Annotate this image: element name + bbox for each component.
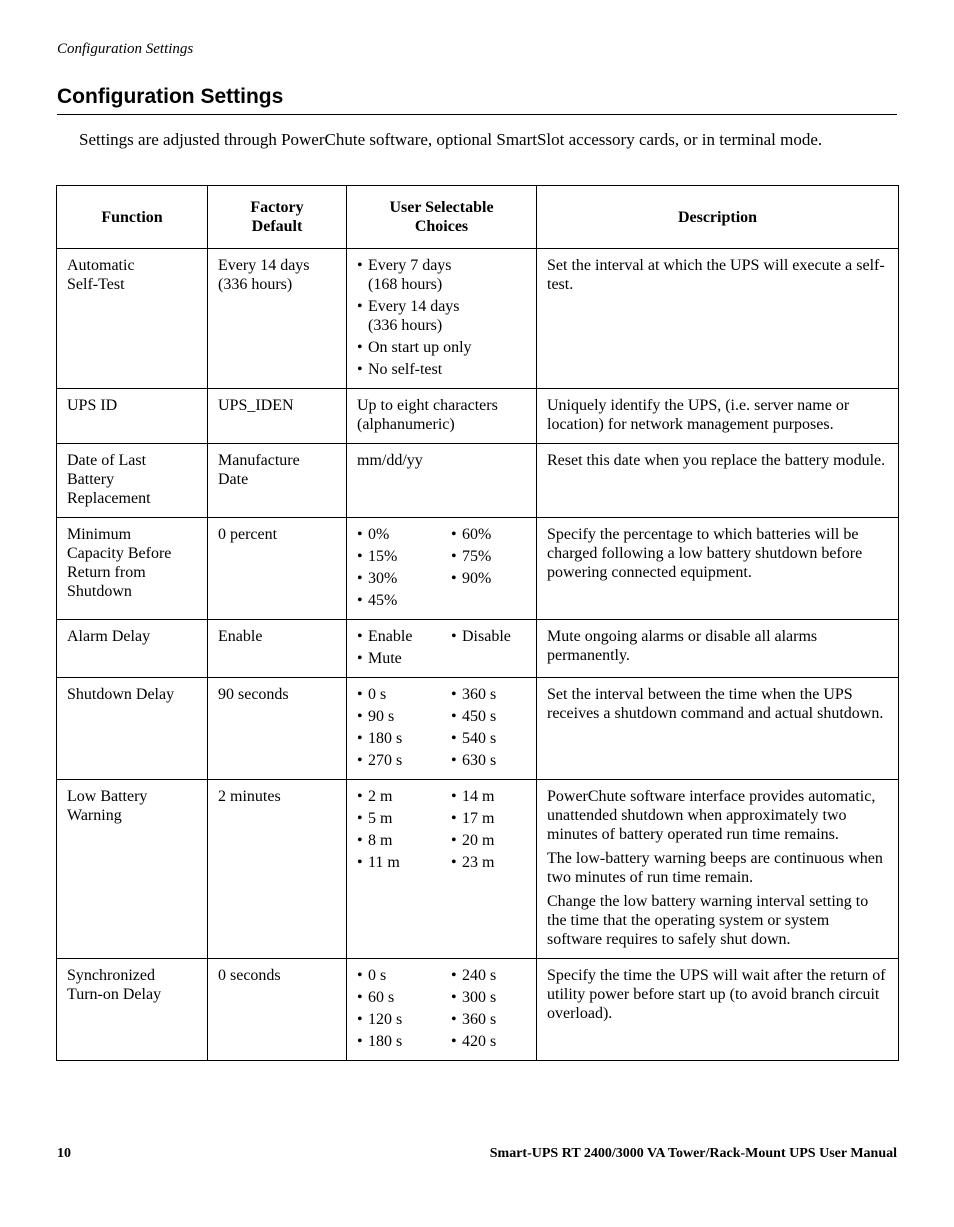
bullet-icon: •: [357, 298, 363, 315]
table-body: [57, 249, 899, 1061]
choice-label: 8 m: [368, 832, 393, 849]
choice-label: Disable: [462, 628, 511, 645]
choice-label: 450 s: [462, 708, 497, 725]
choice-item: [357, 831, 451, 850]
choice-label: On start up only: [368, 339, 472, 356]
choice-item: [357, 297, 526, 335]
factory-default-cell: [208, 959, 347, 1061]
function-cell: [57, 249, 208, 389]
running-header: Configuration Settings: [57, 41, 194, 57]
choice-label: 20 m: [462, 832, 495, 849]
function-cell: [57, 678, 208, 780]
choices-cell: [347, 780, 537, 959]
description-paragraph: Set the interval at which the UPS will execute a self-test.: [547, 257, 885, 293]
factory-default-value: 0 seconds: [218, 967, 281, 984]
factory-default-cell: [208, 518, 347, 620]
bullet-icon: •: [451, 788, 457, 805]
choice-label: 180 s: [368, 1033, 403, 1050]
bullet-icon: •: [357, 257, 363, 274]
column-header-function: Function: [57, 186, 208, 249]
bullet-icon: •: [357, 788, 363, 805]
description-paragraph: Specify the percentage to which batteries will be charged following a low battery shutdown before powering connected equipment.: [547, 526, 863, 581]
choice-item: [451, 787, 526, 806]
factory-default-cell: [208, 249, 347, 389]
choice-item: [357, 525, 451, 544]
choice-label: 30%: [368, 570, 398, 587]
choice-label: 420 s: [462, 1033, 497, 1050]
choices-cell: [347, 389, 537, 444]
choice-item: [357, 853, 451, 872]
choice-label: Mute: [368, 650, 402, 667]
bullet-icon: •: [357, 832, 363, 849]
choice-item: [451, 525, 526, 544]
bullet-icon: •: [357, 592, 363, 609]
bullet-icon: •: [451, 810, 457, 827]
table-row: [57, 780, 899, 959]
choice-item: [357, 649, 451, 668]
choice-label: 23 m: [462, 854, 495, 871]
choice-item: [357, 547, 451, 566]
intro-paragraph: Settings are adjusted through PowerChute software, optional SmartSlot accessory cards, or in terminal mode.: [79, 130, 823, 149]
description-paragraph: Mute ongoing alarms or disable all alarms permanently.: [547, 628, 818, 664]
bullet-icon: •: [357, 650, 363, 667]
function-name: Shutdown Delay: [67, 686, 175, 703]
choice-label: 2 m: [368, 788, 393, 805]
bullet-icon: •: [451, 708, 457, 725]
choice-label: 5 m: [368, 810, 393, 827]
choice-item: [451, 707, 526, 726]
choice-item: [357, 1032, 451, 1051]
bullet-icon: •: [357, 628, 363, 645]
bullet-icon: •: [357, 752, 363, 769]
factory-default-cell: [208, 620, 347, 678]
choices-list: [357, 966, 526, 1051]
table-row: [57, 959, 899, 1061]
bullet-icon: •: [451, 832, 457, 849]
function-cell: [57, 444, 208, 518]
function-name: Low Battery Warning: [67, 788, 148, 824]
bullet-icon: •: [451, 526, 457, 543]
choice-label: 0 s: [368, 967, 387, 984]
choice-item: [451, 685, 526, 704]
bullet-icon: •: [357, 570, 363, 587]
bullet-icon: •: [451, 854, 457, 871]
choice-label: Enable: [368, 628, 413, 645]
description-cell: [537, 678, 899, 780]
choice-label: 0 s: [368, 686, 387, 703]
choice-label: Every 7 days (168 hours): [368, 257, 452, 293]
bullet-icon: •: [451, 967, 457, 984]
choice-label: 120 s: [368, 1011, 403, 1028]
choice-item: [357, 627, 451, 646]
choices-list: [357, 627, 526, 668]
choices-list: [357, 256, 526, 379]
factory-default-cell: [208, 389, 347, 444]
choices-text: mm/dd/yy: [357, 452, 423, 469]
choices-cell: [347, 620, 537, 678]
bullet-icon: •: [451, 628, 457, 645]
choices-cell: [347, 678, 537, 780]
bullet-icon: •: [451, 570, 457, 587]
factory-default-cell: [208, 678, 347, 780]
bullet-icon: •: [357, 989, 363, 1006]
bullet-icon: •: [357, 339, 363, 356]
choice-item: [451, 831, 526, 850]
description-cell: [537, 959, 899, 1061]
bullet-icon: •: [451, 548, 457, 565]
description-cell: [537, 249, 899, 389]
column-header-factory-default: Factory Default: [208, 186, 347, 249]
function-cell: [57, 959, 208, 1061]
choice-item: [451, 569, 526, 588]
description-paragraph: PowerChute software interface provides automatic, unattended shutdown when approximately two minutes of battery operated run time remains.: [547, 788, 876, 843]
description-cell: [537, 620, 899, 678]
choice-label: Every 14 days (336 hours): [368, 298, 460, 334]
column-header-user-choices: User Selectable Choices: [347, 186, 537, 249]
choice-label: 300 s: [462, 989, 497, 1006]
choice-label: 630 s: [462, 752, 497, 769]
function-cell: [57, 780, 208, 959]
choice-label: 0%: [368, 526, 390, 543]
choice-item: [357, 256, 526, 294]
description-paragraph: Specify the time the UPS will wait after the return of utility power before start up (to avoid branch circuit overload).: [547, 967, 886, 1022]
factory-default-cell: [208, 444, 347, 518]
choice-item: [357, 809, 451, 828]
choice-item: [451, 1010, 526, 1029]
bullet-icon: •: [357, 686, 363, 703]
choice-item: [357, 729, 451, 748]
description-cell: [537, 518, 899, 620]
bullet-icon: •: [357, 730, 363, 747]
table-row: [57, 389, 899, 444]
table-row: [57, 620, 899, 678]
choices-list: [357, 787, 526, 872]
choice-item: [451, 809, 526, 828]
bullet-icon: •: [357, 967, 363, 984]
choice-label: 90 s: [368, 708, 395, 725]
choices-list: [357, 525, 526, 610]
choice-item: [451, 853, 526, 872]
choice-label: 14 m: [462, 788, 495, 805]
description-paragraph: Set the interval between the time when the UPS receives a shutdown command and actual shutdown.: [547, 686, 884, 722]
bullet-icon: •: [357, 854, 363, 871]
bullet-icon: •: [357, 1011, 363, 1028]
choice-label: 360 s: [462, 686, 497, 703]
description-cell: [537, 444, 899, 518]
function-name: Minimum Capacity Before Return from Shutdown: [67, 526, 172, 600]
factory-default-value: 2 minutes: [218, 788, 281, 805]
bullet-icon: •: [357, 810, 363, 827]
choice-item: [357, 685, 451, 704]
table-row: [57, 249, 899, 389]
choice-label: 45%: [368, 592, 398, 609]
section-title: Configuration Settings: [57, 85, 284, 108]
choice-label: 540 s: [462, 730, 497, 747]
factory-default-value: Enable: [218, 628, 263, 645]
choice-item: [357, 787, 451, 806]
choice-label: 15%: [368, 548, 398, 565]
factory-default-value: 0 percent: [218, 526, 278, 543]
choices-cell: [347, 959, 537, 1061]
bullet-icon: •: [357, 548, 363, 565]
choice-item: [357, 966, 451, 985]
description-cell: [537, 389, 899, 444]
choice-item: [357, 1010, 451, 1029]
choice-label: 11 m: [368, 854, 400, 871]
bullet-icon: •: [451, 730, 457, 747]
choice-item: [451, 966, 526, 985]
description-cell: [537, 780, 899, 959]
configuration-settings-table: [56, 185, 899, 1061]
choices-cell: [347, 518, 537, 620]
bullet-icon: •: [357, 1033, 363, 1050]
table-row: [57, 518, 899, 620]
column-header-description: Description: [537, 186, 899, 249]
choice-item: [357, 751, 451, 770]
choice-label: 360 s: [462, 1011, 497, 1028]
choice-item: [357, 569, 451, 588]
factory-default-value: Manufacture Date: [218, 452, 300, 488]
bullet-icon: •: [451, 686, 457, 703]
choice-item: [357, 591, 451, 610]
choice-item: [451, 547, 526, 566]
bullet-icon: •: [357, 361, 363, 378]
title-divider: [57, 114, 897, 115]
bullet-icon: •: [451, 989, 457, 1006]
bullet-icon: •: [451, 752, 457, 769]
choice-label: 240 s: [462, 967, 497, 984]
function-name: UPS ID: [67, 397, 118, 414]
factory-default-value: 90 seconds: [218, 686, 289, 703]
description-paragraph: The low-battery warning beeps are continuous when two minutes of run time remain.: [547, 850, 883, 886]
choice-label: 60 s: [368, 989, 395, 1006]
table-header-row: [57, 186, 899, 249]
choices-text: Up to eight characters (alphanumeric): [357, 397, 498, 433]
bullet-icon: •: [357, 708, 363, 725]
choice-item: [357, 360, 526, 379]
bullet-icon: •: [357, 526, 363, 543]
bullet-icon: •: [451, 1033, 457, 1050]
factory-default-value: Every 14 days (336 hours): [218, 257, 310, 293]
factory-default-value: UPS_IDEN: [218, 397, 294, 414]
choice-item: [451, 729, 526, 748]
table-row: [57, 444, 899, 518]
choices-cell: [347, 249, 537, 389]
choice-item: [451, 988, 526, 1007]
description-paragraph: Reset this date when you replace the battery module.: [547, 452, 886, 469]
choice-item: [357, 988, 451, 1007]
choice-item: [451, 1032, 526, 1051]
choice-item: [451, 627, 526, 646]
function-cell: [57, 620, 208, 678]
function-cell: [57, 389, 208, 444]
page-number: 10: [57, 1146, 71, 1161]
function-name: Date of Last Battery Replacement: [67, 452, 151, 507]
choice-label: 270 s: [368, 752, 403, 769]
choice-label: 90%: [462, 570, 492, 587]
choice-label: No self-test: [368, 361, 443, 378]
choice-item: [357, 707, 451, 726]
manual-title: Smart-UPS RT 2400/3000 VA Tower/Rack-Mount UPS User Manual: [489, 1146, 897, 1161]
function-name: Synchronized Turn-on Delay: [67, 967, 162, 1003]
function-cell: [57, 518, 208, 620]
choice-item: [357, 338, 526, 357]
choices-list: [357, 685, 526, 770]
choice-label: 17 m: [462, 810, 495, 827]
choice-label: 60%: [462, 526, 492, 543]
description-paragraph: Uniquely identify the UPS, (i.e. server name or location) for network management purposes.: [547, 397, 850, 433]
description-paragraph: Change the low battery warning interval setting to the time that the operating system or system software requires to safely shut down.: [547, 893, 869, 948]
function-name: Automatic Self-Test: [67, 257, 135, 293]
choice-label: 75%: [462, 548, 492, 565]
table-row: [57, 678, 899, 780]
choice-item: [451, 751, 526, 770]
choice-label: 180 s: [368, 730, 403, 747]
function-name: Alarm Delay: [67, 628, 151, 645]
bullet-icon: •: [451, 1011, 457, 1028]
factory-default-cell: [208, 780, 347, 959]
choices-cell: [347, 444, 537, 518]
